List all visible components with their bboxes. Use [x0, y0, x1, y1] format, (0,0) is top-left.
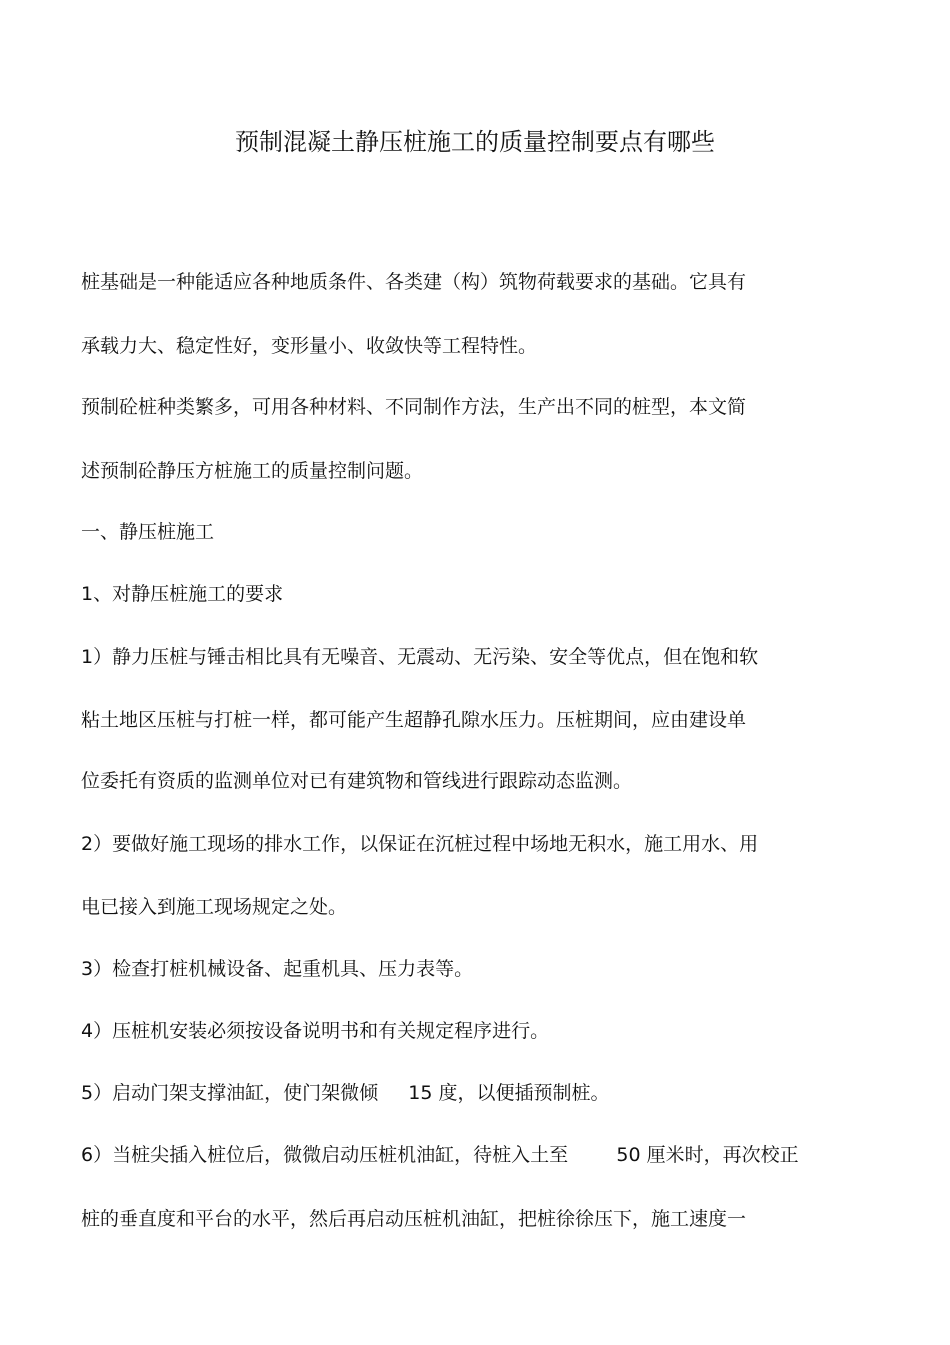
- list-item-line: 粘土地区压桩与打桩一样，都可能产生超静孔隙水压力。压桩期间，应由建设单: [81, 709, 747, 731]
- paragraph-line: 预制砼桩种类繁多，可用各种材料、不同制作方法，生产出不同的桩型，本文简: [81, 396, 747, 418]
- list-item-line: 3）检查打桩机械设备、起重机具、压力表等。: [81, 958, 474, 980]
- list-item-line: 桩的垂直度和平台的水平，然后再启动压桩机油缸，把桩徐徐压下，施工速度一: [81, 1208, 747, 1230]
- paragraph-line: 述预制砼静压方桩施工的质量控制问题。: [81, 460, 424, 482]
- subsection-heading: 1、对静压桩施工的要求: [81, 583, 284, 605]
- document-title: 预制混凝土静压桩施工的质量控制要点有哪些: [235, 128, 715, 156]
- list-item-line: 6）当桩尖插入桩位后，微微启动压桩机油缸，待桩入土至 50 厘米时，再次校正: [81, 1144, 799, 1166]
- paragraph-line: 桩基础是一种能适应各种地质条件、各类建（构）筑物荷载要求的基础。它具有: [81, 271, 747, 293]
- list-item-line: 位委托有资质的监测单位对已有建筑物和管线进行跟踪动态监测。: [81, 770, 633, 792]
- paragraph-line: 承载力大、稳定性好，变形量小、收敛快等工程特性。: [81, 335, 538, 357]
- list-item-line: 5）启动门架支撑油缸，使门架微倾 15 度，以便插预制桩。: [81, 1082, 610, 1104]
- list-item-line: 电已接入到施工现场规定之处。: [81, 896, 348, 918]
- list-item-line: 4）压桩机安装必须按设备说明书和有关规定程序进行。: [81, 1020, 550, 1042]
- list-item-line: 1）静力压桩与锤击相比具有无噪音、无震动、无污染、安全等优点，但在饱和软: [81, 646, 759, 668]
- list-item-line: 2）要做好施工现场的排水工作，以保证在沉桩过程中场地无积水，施工用水、用: [81, 833, 759, 855]
- section-heading: 一、静压桩施工: [81, 521, 215, 543]
